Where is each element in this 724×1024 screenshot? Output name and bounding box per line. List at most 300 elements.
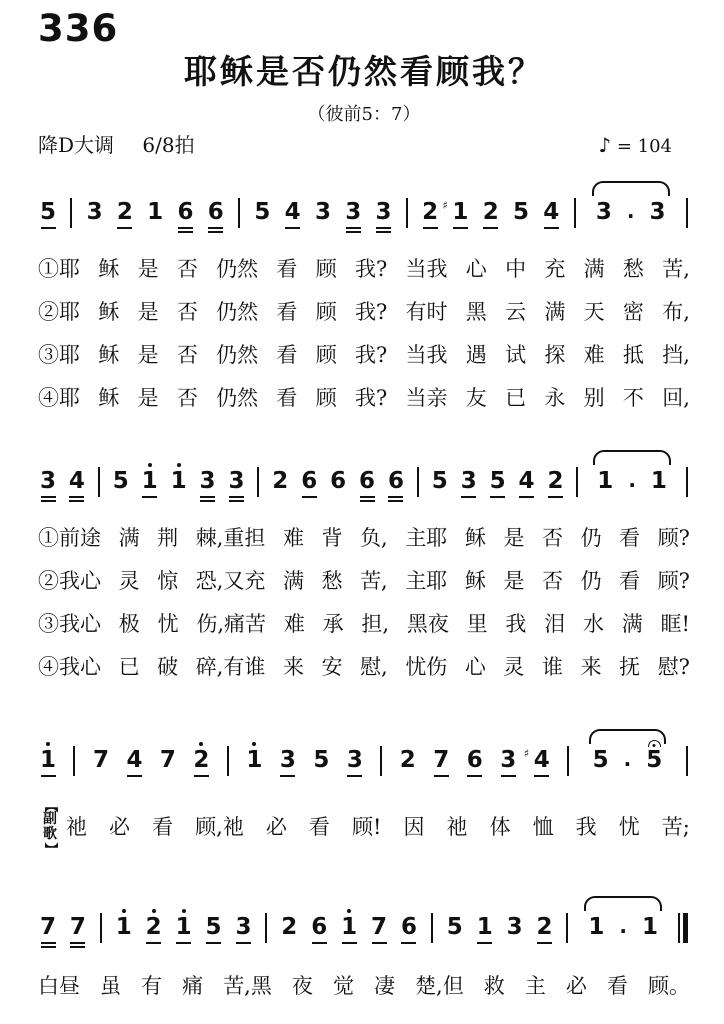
tie-arc	[593, 450, 671, 465]
lyric-chunk: 满	[583, 257, 605, 281]
note-number: 5	[254, 199, 271, 225]
duration-underlines	[401, 940, 416, 951]
lyric-chunk: 布,	[662, 300, 690, 324]
note-1	[651, 459, 667, 505]
eighth-note-icon: ♪	[598, 133, 612, 157]
note-number: 3	[460, 468, 477, 494]
note-number: 6	[207, 199, 224, 225]
lyric-chunk: 顾?	[657, 526, 690, 550]
note-1	[246, 738, 262, 784]
verse-2-line-1	[38, 525, 690, 551]
lyric-chunk: 稣	[464, 526, 486, 550]
duration-underlines	[360, 494, 375, 505]
note-1	[341, 905, 357, 951]
tie-group	[587, 738, 669, 784]
note-number: 2	[116, 199, 133, 225]
barline	[227, 746, 229, 776]
duration-underlines	[41, 225, 56, 236]
note-3	[228, 459, 244, 505]
note-2	[117, 190, 133, 236]
note-number: 7	[371, 913, 388, 940]
duration-underlines	[372, 940, 387, 951]
note-3	[345, 190, 361, 236]
lyric-chunk: ①耶	[38, 257, 80, 281]
lyric-chunk: 中	[505, 257, 527, 281]
duration-underlines	[519, 494, 534, 505]
lyric-chunk: 愁	[321, 569, 343, 593]
lyric-chunk: 背	[321, 526, 343, 550]
note-number: 7	[92, 747, 109, 773]
note-1	[176, 905, 192, 951]
note-2	[547, 459, 563, 505]
duration-underlines	[41, 494, 56, 505]
lyric-chunk: 否	[176, 257, 198, 281]
note-6	[330, 459, 346, 505]
lyric-chunk: 稣	[98, 300, 120, 324]
note-number: 4	[126, 747, 143, 773]
lyric-chunk: 探	[544, 343, 566, 367]
lyric-chunk: 顾	[315, 300, 337, 324]
note-number: 2	[193, 747, 210, 773]
note-number: 4	[68, 468, 85, 494]
duration-underlines	[388, 494, 403, 505]
lyric-chunk: ②我心	[38, 569, 101, 593]
lyric-chunk: 友	[465, 386, 487, 410]
note-number: 7	[69, 913, 86, 940]
lyric-chunk: 难	[282, 526, 304, 550]
duration-underlines	[534, 773, 549, 784]
note-number: 3	[346, 747, 363, 773]
lyric-chunk: 恐,又充	[195, 569, 266, 593]
note-5	[513, 190, 529, 236]
note-1	[147, 190, 163, 236]
tie-group	[591, 459, 673, 505]
barline	[576, 467, 578, 497]
lyric-chunk: 满	[544, 300, 566, 324]
barline	[574, 198, 576, 228]
note-1	[477, 905, 493, 951]
barline	[566, 913, 568, 943]
lyric-chunk: 充	[544, 257, 566, 281]
lyric-chunk: 稣	[464, 569, 486, 593]
duration-underlines	[176, 940, 191, 951]
note-3	[376, 190, 392, 236]
barline	[98, 467, 100, 497]
barline	[380, 746, 382, 776]
lyric-chunk: 看	[606, 973, 628, 998]
lyric-chunk: 是	[503, 526, 525, 550]
lyric-chunk: 夜	[291, 973, 313, 998]
lyric-chunk: 抵	[622, 343, 644, 367]
barline	[567, 746, 569, 776]
note-number: 2	[145, 913, 162, 940]
note-7	[160, 738, 176, 784]
duration-underlines	[467, 773, 482, 784]
note-number: 6	[466, 747, 483, 773]
duration-underlines	[461, 494, 476, 505]
note-4	[543, 190, 559, 236]
lyric-chunk: 顾	[315, 386, 337, 410]
note-1	[442, 190, 469, 236]
lyric-chunk: 恤	[532, 815, 554, 840]
lyric-chunk: 难	[583, 343, 605, 367]
note-7	[93, 738, 109, 784]
note-2	[281, 905, 297, 951]
note-number: 3	[595, 199, 612, 225]
lyric-chunk: 看	[276, 343, 298, 367]
lyric-chunk: 顾	[315, 257, 337, 281]
lyric-chunk: 黑	[465, 300, 487, 324]
lyric-chunk: 我	[575, 815, 597, 840]
duration-underlines	[208, 225, 223, 236]
lyric-chunk: 惊	[157, 569, 179, 593]
note-number: 2	[547, 468, 564, 494]
lyric-chunk: 来	[580, 655, 602, 679]
note-6	[311, 905, 327, 951]
note-5	[313, 738, 329, 784]
lyric-chunk: 慰,	[360, 655, 388, 679]
lyric-chunk: 黑夜	[406, 612, 449, 636]
lyric-chunk: 必	[265, 815, 287, 840]
note-number: 5	[205, 913, 222, 940]
notation-line-3	[40, 738, 688, 784]
duration-underlines	[483, 225, 498, 236]
refrain-lyrics	[66, 814, 690, 840]
tie-arc	[584, 896, 662, 911]
note-number: 5	[489, 468, 506, 494]
lyric-chunk: 我?	[354, 343, 388, 367]
page-title: 耶稣是否仍然看顾我？	[184, 52, 544, 91]
lyric-chunk: 忧	[618, 815, 640, 840]
note-number: 1	[147, 199, 164, 225]
verse-1-line-1	[38, 256, 690, 282]
duration-underlines	[280, 773, 295, 784]
lyric-chunk: 遇	[465, 343, 487, 367]
note-4	[285, 190, 301, 236]
note-3	[200, 459, 216, 505]
lyric-chunk: 别	[583, 386, 605, 410]
lyric-chunk: 虽	[100, 973, 122, 998]
lyric-chunk: 满	[282, 569, 304, 593]
note-3	[40, 459, 56, 505]
lyric-chunk: 顾	[315, 343, 337, 367]
note-3	[235, 905, 251, 951]
barline	[265, 913, 267, 943]
lyric-chunk: 是	[137, 343, 159, 367]
lyric-chunk: 满	[621, 612, 643, 636]
tie-group	[582, 905, 664, 951]
note-number: 5	[40, 199, 57, 225]
note-5	[593, 738, 609, 784]
lyric-chunk: 棘,重担	[195, 526, 266, 550]
note-number: 6	[311, 913, 328, 940]
lyric-chunk: 看	[619, 569, 641, 593]
note-number: 6	[387, 468, 404, 494]
note-1	[588, 905, 604, 951]
note-number: 4	[543, 199, 560, 225]
lyric-chunk: 看	[276, 300, 298, 324]
note-3	[280, 738, 296, 784]
lyric-chunk: 稣	[98, 386, 120, 410]
lyric-chunk: 抚	[619, 655, 641, 679]
note-3	[347, 738, 363, 784]
note-number: 5	[646, 747, 663, 773]
note-1	[597, 459, 613, 505]
lyric-chunk: 已	[118, 655, 140, 679]
duration-underlines	[312, 940, 327, 951]
duration-underlines	[501, 773, 516, 784]
key-signature: 降D大调	[38, 133, 115, 157]
lyric-chunk: 顾,祂	[195, 815, 244, 840]
notation-line-4	[40, 905, 688, 951]
barline	[431, 913, 433, 943]
lyric-chunk: 来	[282, 655, 304, 679]
sharp-icon: ♯	[523, 747, 530, 760]
lyric-chunk: 主耶	[405, 569, 448, 593]
barline	[70, 198, 72, 228]
lyric-chunk: 水	[582, 612, 604, 636]
lyric-chunk: 痛	[182, 973, 204, 998]
note-1	[171, 459, 187, 505]
lyric-chunk: 因	[403, 815, 425, 840]
note-number: ♯ 4	[534, 748, 550, 773]
lyric-chunk: ①前途	[38, 526, 101, 550]
lyric-chunk: 凄	[374, 973, 396, 998]
verse-2-line-3	[38, 611, 690, 637]
note-number: 1	[476, 913, 493, 940]
barline	[686, 198, 688, 228]
duration-underlines	[548, 494, 563, 505]
duration-underlines	[477, 940, 492, 951]
lyric-chunk: 必	[565, 973, 587, 998]
lyric-chunk: 祂	[446, 815, 468, 840]
lyric-chunk: 主耶	[405, 526, 448, 550]
lyric-chunk: 挡,	[662, 343, 690, 367]
note-number: 3	[40, 468, 57, 494]
note-number: 1	[588, 913, 605, 940]
note-number: 1	[170, 468, 187, 494]
lyric-chunk: 白昼	[38, 973, 80, 998]
hymn-number: 336	[38, 7, 119, 50]
note-number: 1	[175, 913, 192, 940]
lyric-chunk: 忧	[157, 612, 179, 636]
lyric-chunk: 看	[619, 526, 641, 550]
note-number: 5	[112, 468, 129, 494]
lyric-chunk: 楚,但	[415, 973, 464, 998]
barline	[257, 467, 259, 497]
lyric-chunk: 愁	[622, 257, 644, 281]
duration-underlines	[200, 494, 215, 505]
note-4	[523, 738, 550, 784]
verse-1-line-4	[38, 385, 690, 411]
note-7	[70, 905, 86, 951]
note-6	[177, 190, 193, 236]
note-number: 2	[272, 468, 289, 494]
lyric-chunk: 不	[622, 386, 644, 410]
note-number: ♯ 1	[452, 200, 468, 225]
note-number: 7	[433, 747, 450, 773]
lyric-chunk: 否	[176, 343, 198, 367]
duration-underlines	[236, 940, 251, 951]
note-number: 3	[375, 199, 392, 225]
lyric-chunk: 当亲	[405, 386, 448, 410]
lyric-chunk: 难	[283, 612, 305, 636]
note-number: 3	[279, 747, 296, 773]
note-2	[272, 459, 288, 505]
duration-underlines	[544, 225, 559, 236]
note-1	[40, 738, 56, 784]
lyric-chunk: 泪	[544, 612, 566, 636]
duration-underlines	[206, 940, 221, 951]
verse-2-line-2	[38, 568, 690, 594]
duration-underlines	[423, 225, 438, 236]
duration-underlines	[229, 494, 244, 505]
final-lyrics	[38, 973, 690, 999]
note-2	[146, 905, 162, 951]
note-5	[206, 905, 222, 951]
note-1	[142, 459, 158, 505]
lyric-chunk: 永	[544, 386, 566, 410]
note-3	[461, 459, 477, 505]
lyric-chunk: 眶!	[660, 612, 690, 636]
lyric-chunk: 天	[583, 300, 605, 324]
note-number: 3	[86, 199, 103, 225]
note-number: 3	[500, 747, 517, 773]
lyric-chunk: 里	[466, 612, 488, 636]
barline	[100, 913, 102, 943]
note-5	[646, 738, 662, 784]
lyric-chunk: 试	[505, 343, 527, 367]
lyric-chunk: 安	[321, 655, 343, 679]
verse-1-line-2	[38, 299, 690, 325]
lyric-chunk: 苦,	[662, 257, 690, 281]
duration-underlines	[69, 494, 84, 505]
lyric-chunk: 谁	[542, 655, 563, 679]
note-number: 1	[597, 468, 614, 494]
note-number: 3	[506, 913, 523, 940]
lyric-chunk: 当我	[405, 343, 448, 367]
lyric-chunk: 伤,痛苦	[196, 612, 267, 636]
note-7	[371, 905, 387, 951]
lyric-chunk: 灵	[503, 655, 525, 679]
augmentation-dot: ·	[626, 204, 635, 228]
lyric-chunk: 是	[137, 257, 159, 281]
note-number: 3	[345, 199, 362, 225]
lyric-chunk: 否	[176, 386, 198, 410]
note-number: 1	[341, 913, 358, 940]
note-number: 6	[400, 913, 417, 940]
note-6	[301, 459, 317, 505]
note-3	[87, 190, 103, 236]
lyric-chunk: 担,	[361, 612, 390, 636]
notation-line-2	[40, 459, 688, 505]
lyric-chunk: 必	[109, 815, 131, 840]
lyric-chunk: 有	[141, 973, 163, 998]
note-2	[400, 738, 416, 784]
lyric-chunk: 看	[308, 815, 330, 840]
lyric-chunk: 破	[157, 655, 179, 679]
lyric-chunk: 看	[276, 386, 298, 410]
note-number: 3	[235, 913, 252, 940]
lyric-chunk: 仍	[580, 569, 602, 593]
note-number: 7	[40, 913, 57, 940]
note-number: 2	[281, 913, 298, 940]
lyric-chunk: 顾!	[351, 815, 382, 840]
final-barline	[678, 913, 688, 943]
lyric-chunk: ④耶	[38, 386, 80, 410]
note-5	[447, 905, 463, 951]
note-number: 4	[284, 199, 301, 225]
note-number: 6	[177, 199, 194, 225]
refrain-bracket-open: 【	[42, 799, 58, 813]
verse-block-2	[38, 525, 690, 680]
duration-underlines	[127, 773, 142, 784]
note-number: 1	[650, 468, 667, 494]
augmentation-dot: ·	[619, 918, 627, 943]
note-number: 5	[513, 199, 530, 225]
lyric-chunk: 仍然	[216, 386, 259, 410]
note-number: 4	[518, 468, 535, 494]
lyric-chunk: 看	[276, 257, 298, 281]
lyric-chunk: 我?	[354, 386, 388, 410]
lyric-chunk: 稣	[98, 257, 120, 281]
duration-underlines	[342, 940, 357, 951]
meta-row	[38, 132, 690, 160]
note-7	[433, 738, 449, 784]
note-number: 3	[199, 468, 216, 494]
lyric-chunk: 苦,黑	[223, 973, 272, 998]
lyric-chunk: 仍然	[216, 300, 259, 324]
note-number: 1	[141, 468, 158, 494]
lyric-chunk: 救	[483, 973, 505, 998]
note-number: 2	[482, 199, 499, 225]
tie-arc	[592, 181, 670, 196]
note-number: 6	[301, 468, 318, 494]
time-signature: 6/8拍	[142, 133, 195, 157]
lyric-chunk: 否	[542, 569, 563, 593]
lyric-chunk: 心	[465, 257, 487, 281]
verse-1-line-3	[38, 342, 690, 368]
lyric-chunk: ④我心	[38, 655, 101, 679]
lyric-chunk: 碎,有谁	[195, 655, 266, 679]
note-number: 5	[431, 468, 448, 494]
lyric-chunk: 主	[524, 973, 546, 998]
note-4	[69, 459, 85, 505]
duration-underlines	[302, 494, 317, 505]
lyric-chunk: 忧伤	[405, 655, 448, 679]
note-4	[519, 459, 535, 505]
lyric-chunk: 慰?	[657, 655, 690, 679]
refrain-label-char-1: 副	[43, 811, 57, 827]
lyric-chunk: 我?	[354, 257, 388, 281]
duration-underlines	[434, 773, 449, 784]
refrain-label-char-2: 歌	[43, 826, 57, 843]
key-and-time	[38, 132, 195, 158]
note-5	[40, 190, 56, 236]
tempo-marking	[598, 132, 672, 160]
note-number: 1	[246, 747, 263, 773]
lyric-chunk: 回,	[662, 386, 690, 410]
note-number: 6	[330, 468, 347, 494]
tempo-value: = 104	[616, 136, 672, 157]
verse-block-1	[38, 256, 690, 411]
duration-underlines	[376, 225, 391, 236]
lyric-chunk: 祂	[66, 815, 87, 840]
note-3	[500, 738, 516, 784]
tie-group	[590, 190, 672, 236]
augmentation-dot: ·	[623, 752, 632, 776]
note-number: 2	[422, 199, 439, 225]
